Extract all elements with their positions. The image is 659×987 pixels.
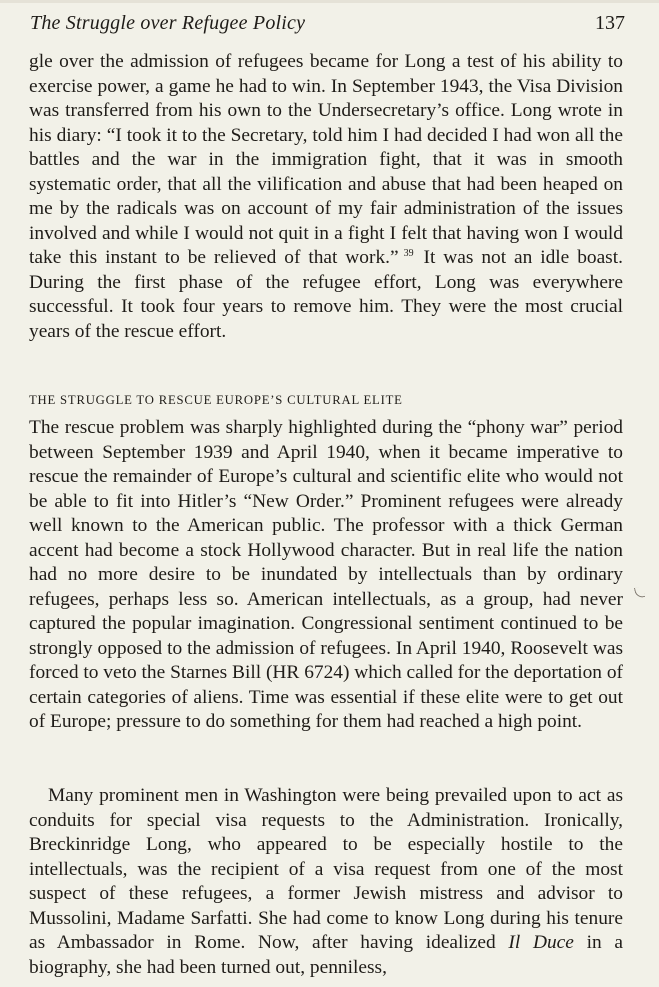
footnote-reference: 39 (403, 248, 414, 259)
body-paragraph-1 (29, 50, 623, 344)
running-header (30, 9, 625, 37)
section-heading: THE STRUGGLE TO RESCUE EUROPE’S CULTURAL ELITE (29, 393, 403, 407)
top-page-edge (0, 0, 659, 3)
paragraph-text: gle over the admission of refugees became for Long a test of his ability to exercise power, a game he had to win. In September 1943, the Visa Division was transferred from his own to the Undersecretary’s office. Long wrote in his diary: “I took it to the Secretary, told him I had decided I had won all the battles and the war in the immigration fight, that it was in smooth systematic order, that all the vilification and abuse that had been heaped on me by the radicals was on account of my fair administration of the issues involved and while I would not quit in a fight I felt that having won I would take this instant to be relieved of that work.” (29, 51, 623, 268)
body-paragraph-2: The rescue problem was sharply highlighted during the “phony war” period between September 1939 and April 1940, when it became imperative to rescue the remainder of Europe’s cultural and scientific elite who would not be able to fit into Hitler’s “New Order.” Prominent refugees were already well known to the American public. The professor with a thick German accent had become a stock Hollywood character. But in real life the nation had no more desire to be inundated by intellectuals than by ordinary refugees, perhaps less so. American intellectuals, as a group, had never captured the popular imagination. Congressional sentiment continued to be strongly opposed to the admission of refugees. In April 1940, Roosevelt was forced to veto the Starnes Bill (HR 6724) which called for the deportation of certain categories of aliens. Time was essential if these elite were to get out of Europe; pressure to do something for them had reached a high point. (29, 417, 623, 732)
paragraph-text: in a biography, she had been turned out, penniless, (29, 932, 623, 978)
margin-pencil-mark (634, 586, 645, 599)
paragraph-continuation-text: It was not an idle boast. During the first phase of the refugee effort, Long was everywhere successful. It took four years to remove him. They were the most crucial years of the rescue effort. (29, 247, 623, 342)
body-paragraph-3 (29, 784, 623, 980)
italic-title: Il Duce (508, 932, 574, 953)
page-number: 137 (595, 12, 625, 34)
running-title: The Struggle over Refugee Policy (30, 12, 306, 34)
paragraph-text: Many prominent men in Washington were being prevailed upon to act as conduits for special visa requests to the Administration. Ironically, Breckinridge Long, who appeared to be especially hostile to the intellectuals, was the recipient of a visa request from one of the most suspect of these refugees, a former Jewish mistress and advisor to Mussolini, Madame Sarfatti. She had come to know Long during his tenure as Ambassador in Rome. Now, after having idealized (29, 785, 623, 953)
